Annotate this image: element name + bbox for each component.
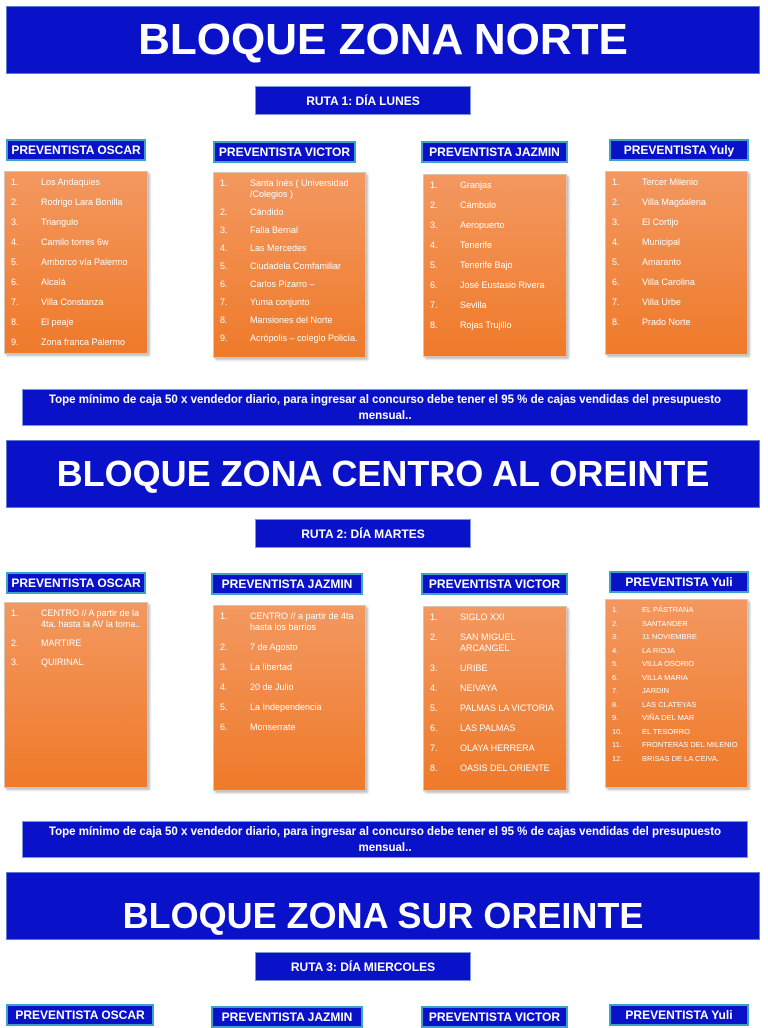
zone-title-text: BLOQUE ZONA SUR OREINTE (122, 895, 644, 936)
route-label: RUTA 2: DÍA MARTES (255, 519, 471, 548)
list-item (610, 197, 743, 208)
list-item-label: 7 de Agosto (250, 642, 298, 652)
list-item (218, 722, 361, 733)
list-item-label: Alcalá (41, 277, 66, 287)
list-item-label: Municipal (642, 237, 681, 247)
list-item-number: 6. (220, 722, 228, 732)
list-item (9, 317, 143, 328)
list-item-label: CENTRO // A partir de la 4ta. hasta la AV la toma.. (41, 608, 141, 629)
list-item (9, 608, 143, 630)
list-item-label: Falla Bernal (250, 225, 299, 235)
list-item-number: 4. (430, 240, 438, 250)
list-item-label: Rodrigo Lara Bonilla (41, 197, 123, 207)
list-item-number: 6. (220, 279, 228, 289)
list-item-label: Yuma conjunto (250, 297, 310, 307)
list-item (428, 632, 562, 654)
list-item-number: 1. (220, 611, 228, 621)
list-item-label: SIGLO XXI (460, 612, 505, 622)
list-item-label: José Eustasio Rivera (460, 280, 545, 290)
list-item-number: 1. (430, 180, 438, 190)
zone-title-centro-oriente (6, 440, 760, 508)
list-item-label: Amborco vía Palermo (41, 257, 128, 267)
list-item (610, 659, 743, 669)
list-item (218, 642, 361, 653)
list-item (428, 180, 562, 191)
list-item-number: 2. (220, 207, 228, 217)
seller-header: PREVENTISTA Yuli (609, 1004, 749, 1026)
list-item (428, 200, 562, 211)
list-item (9, 197, 143, 208)
list-item-label: BRISAS DE LA CEIVA. (642, 753, 719, 763)
seller-header: PREVENTISTA OSCAR (6, 572, 146, 594)
list-item (610, 317, 743, 328)
list-item (428, 240, 562, 251)
list-item-number: 8. (430, 320, 438, 330)
seller-list (605, 171, 748, 355)
list-item-label: LAS PALMAS (460, 723, 516, 733)
list-item (610, 277, 743, 288)
list-item-number: 2. (220, 642, 228, 652)
list-item-number: 8. (612, 317, 620, 327)
list-item (218, 682, 361, 693)
zone-title-norte (6, 6, 760, 74)
list-item-number: 3. (430, 663, 438, 673)
quota-note: Tope mínimo de caja 50 x vendedor diario, para ingresar al concurso debe tener el 95 % de cajas vendidas del presupuesto mensual.. (22, 389, 748, 426)
list-item (9, 177, 143, 188)
list-item (218, 243, 361, 254)
list-item-number: 7. (11, 297, 19, 307)
list-item-label: Amaranto (642, 257, 682, 267)
list-item (428, 280, 562, 291)
seller-header: PREVENTISTA VICTOR (421, 573, 568, 595)
list-item (610, 673, 743, 683)
list-item-label: Santa Inés ( Universidad /Colegios ) (250, 178, 349, 199)
list-item (428, 220, 562, 231)
seller-list (4, 602, 148, 788)
list-item-number: 5. (612, 257, 620, 267)
list-item-label: Cámbulo (460, 200, 497, 210)
list-item-label: SANTANDER (642, 618, 688, 628)
list-item (218, 611, 361, 633)
list-item-label: VILLA MARIA (642, 672, 688, 682)
list-item-label: LA RIOJA (642, 645, 675, 655)
list-item-label: Tenerife Bajo (460, 260, 513, 270)
list-item-number: 1. (11, 608, 19, 618)
list-item-label: MARTIRE (41, 638, 82, 648)
list-item-label: OASIS DEL ORIENTE (460, 763, 550, 773)
list-item (428, 723, 562, 734)
list-item-label: NEIVAYA (460, 683, 498, 693)
list-item-label: SAN MIGUEL ARCANGEL (460, 632, 516, 653)
list-item (218, 178, 361, 200)
list-item (428, 320, 562, 331)
route-label: RUTA 3: DÍA MIERCOLES (255, 952, 471, 981)
list-item-number: 3. (11, 217, 19, 227)
list-item-number: 3. (612, 217, 620, 227)
list-item-number: 9. (220, 333, 228, 343)
seller-header: PREVENTISTA OSCAR (6, 139, 146, 161)
list-item-label: Sevilla (460, 300, 487, 310)
list-item-number: 4. (430, 683, 438, 693)
list-item-number: 4. (220, 682, 228, 692)
list-item (610, 646, 743, 656)
list-item (9, 217, 143, 228)
list-item-label: EL PÁSTRANA (642, 605, 694, 614)
seller-header: PREVENTISTA JAZMIN (421, 141, 568, 163)
list-item-number: 5. (612, 659, 619, 668)
list-item-number: 1. (11, 177, 19, 187)
list-item-number: 10. (612, 726, 623, 736)
list-item-number: 8. (430, 763, 438, 773)
list-item (218, 279, 361, 290)
list-item-label: Aeropuerto (460, 220, 505, 230)
zone-title-text: BLOQUE ZONA NORTE (138, 15, 628, 64)
list-item-label: 11 NOVIEMBRE (642, 632, 697, 641)
list-item (428, 743, 562, 754)
list-item-label: Camilo torres 6w (41, 237, 109, 247)
list-item-label: PALMAS LA VICTORIA (460, 703, 554, 713)
list-item (9, 657, 143, 668)
list-item-number: 6. (430, 280, 438, 290)
list-item (610, 740, 743, 750)
list-item (218, 207, 361, 218)
list-item (218, 662, 361, 673)
list-item (610, 297, 743, 308)
list-item (610, 727, 743, 737)
list-item-number: 7. (220, 297, 228, 307)
list-item-number: 5. (220, 261, 228, 271)
list-item (610, 177, 743, 188)
list-item (218, 225, 361, 236)
list-item-label: 20 de Julio (250, 682, 294, 692)
list-item (218, 315, 361, 326)
list-item (610, 237, 743, 248)
list-item-label: EL TESORRO (642, 726, 690, 736)
list-item-number: 4. (11, 237, 19, 247)
list-item (218, 261, 361, 272)
list-item (218, 702, 361, 713)
list-item-number: 7. (612, 686, 619, 695)
list-item-label: Rojas Trujillo (460, 320, 512, 330)
list-item-number: 5. (11, 257, 19, 267)
seller-list (213, 172, 366, 358)
list-item-number: 4. (612, 645, 619, 655)
list-item (9, 297, 143, 308)
list-item-label: Villa Urbe (642, 297, 681, 307)
list-item-label: Mansiones del Norte (250, 315, 333, 325)
seller-header: PREVENTISTA Yuly (609, 139, 749, 161)
list-item-label: Tercer Milenio (642, 177, 699, 187)
list-item-label: Ciudadela Comfamiliar (250, 261, 342, 271)
list-item-label: Granjas (460, 180, 492, 190)
list-item (610, 686, 743, 696)
list-item-label: Zona franca Palermo (41, 337, 126, 347)
list-item-label: El Cortijo (642, 217, 679, 227)
list-item (610, 754, 743, 764)
list-item-label: LAS CLATEYAS (642, 699, 697, 709)
list-item-number: 8. (11, 317, 19, 327)
list-item (218, 333, 361, 344)
quota-note: Tope mínimo de caja 50 x vendedor diario, para ingresar al concurso debe tener el 95 % de cajas vendidas del presupuesto mensual.. (22, 821, 748, 858)
list-item (428, 763, 562, 774)
list-item (610, 257, 743, 268)
list-item-number: 7. (430, 743, 438, 753)
seller-list (4, 171, 148, 354)
list-item (428, 300, 562, 311)
seller-list (605, 599, 748, 788)
seller-list (423, 606, 567, 791)
list-item-label: Prado Norte (642, 317, 691, 327)
list-item (610, 619, 743, 629)
list-item-label: El peaje (41, 317, 74, 327)
list-item-label: VILLA OSORIO (642, 659, 695, 668)
list-item-label: Cándido (250, 207, 284, 217)
list-item-number: 3. (430, 220, 438, 230)
list-item-number: 2. (612, 618, 619, 628)
list-item-number: 3. (220, 225, 228, 235)
list-item-label: Tenerife (460, 240, 493, 250)
list-item-number: 9. (11, 337, 19, 347)
list-item-number: 1. (220, 178, 228, 188)
list-item-label: Villa Constanza (41, 297, 104, 307)
zone-title-text: BLOQUE ZONA CENTRO AL OREINTE (56, 453, 710, 494)
list-item-number: 1. (612, 177, 620, 187)
list-item-number: 8. (612, 699, 619, 709)
list-item-number: 6. (11, 277, 19, 287)
list-item-number: 1. (430, 612, 438, 622)
list-item (9, 337, 143, 348)
list-item-number: 3. (220, 662, 228, 672)
list-item-label: Carlos Pizarro – (250, 279, 315, 289)
list-item (610, 713, 743, 723)
list-item (9, 257, 143, 268)
list-item-label: Acrópolis – colegio Policía. (250, 333, 358, 343)
seller-list (423, 174, 567, 357)
list-item-number: 2. (11, 638, 19, 648)
list-item-label: La libertad (250, 662, 293, 672)
list-item (218, 297, 361, 308)
list-item-number: 2. (430, 200, 438, 210)
route-label: RUTA 1: DÍA LUNES (255, 86, 471, 115)
seller-header: PREVENTISTA JAZMIN (211, 1006, 363, 1028)
list-item-label: CENTRO // a partir de 4ta hasta los barrios (250, 611, 354, 632)
list-item-number: 3. (11, 657, 19, 667)
list-item-number: 2. (430, 632, 438, 642)
list-item (610, 217, 743, 228)
list-item-number: 12. (612, 753, 623, 763)
list-item-number: 6. (430, 723, 438, 733)
seller-header: PREVENTISTA Yuli (609, 571, 749, 593)
list-item (9, 237, 143, 248)
list-item-label: Las Mercedes (250, 243, 307, 253)
list-item-number: 7. (612, 297, 620, 307)
seller-header: PREVENTISTA VICTOR (213, 141, 356, 163)
seller-list (213, 605, 366, 791)
seller-header: PREVENTISTA OSCAR (6, 1004, 154, 1026)
list-item-label: La Independencia (250, 702, 322, 712)
list-item-label: QUIRINAL (41, 657, 84, 667)
list-item-label: JARDIN (642, 686, 670, 695)
list-item-number: 6. (612, 672, 619, 682)
list-item-label: FRONTERAS DEL MILENIO (642, 740, 738, 749)
list-item-label: OLAYA HERRERA (460, 743, 535, 753)
list-item-number: 5. (220, 702, 228, 712)
list-item (428, 612, 562, 623)
list-item-number: 2. (11, 197, 19, 207)
list-item (610, 632, 743, 642)
list-item (428, 703, 562, 714)
list-item-number: 4. (612, 237, 620, 247)
seller-header: PREVENTISTA JAZMIN (211, 573, 363, 595)
zone-title-sur-oriente (6, 872, 760, 940)
list-item-number: 7. (430, 300, 438, 310)
list-item-number: 9. (612, 713, 619, 722)
list-item-label: URIBE (460, 663, 488, 673)
list-item (428, 663, 562, 674)
list-item-number: 1. (612, 605, 619, 614)
list-item (9, 638, 143, 649)
list-item-label: Triangulo (41, 217, 79, 227)
list-item-number: 2. (612, 197, 620, 207)
list-item-number: 5. (430, 260, 438, 270)
list-item-label: Villa Magdalena (642, 197, 706, 207)
list-item (428, 683, 562, 694)
list-item-number: 11. (612, 740, 622, 749)
seller-header: PREVENTISTA VICTOR (421, 1006, 568, 1028)
list-item-label: Monserrate (250, 722, 296, 732)
list-item-number: 3. (612, 632, 619, 641)
list-item (610, 605, 743, 615)
list-item-label: VIÑA DEL MAR (642, 713, 695, 722)
list-item-label: Villa Carolina (642, 277, 695, 287)
list-item (9, 277, 143, 288)
list-item-number: 8. (220, 315, 228, 325)
list-item (610, 700, 743, 710)
list-item-label: Los Andaquies (41, 177, 101, 187)
list-item-number: 6. (612, 277, 620, 287)
list-item-number: 4. (220, 243, 228, 253)
list-item-number: 5. (430, 703, 438, 713)
list-item (428, 260, 562, 271)
